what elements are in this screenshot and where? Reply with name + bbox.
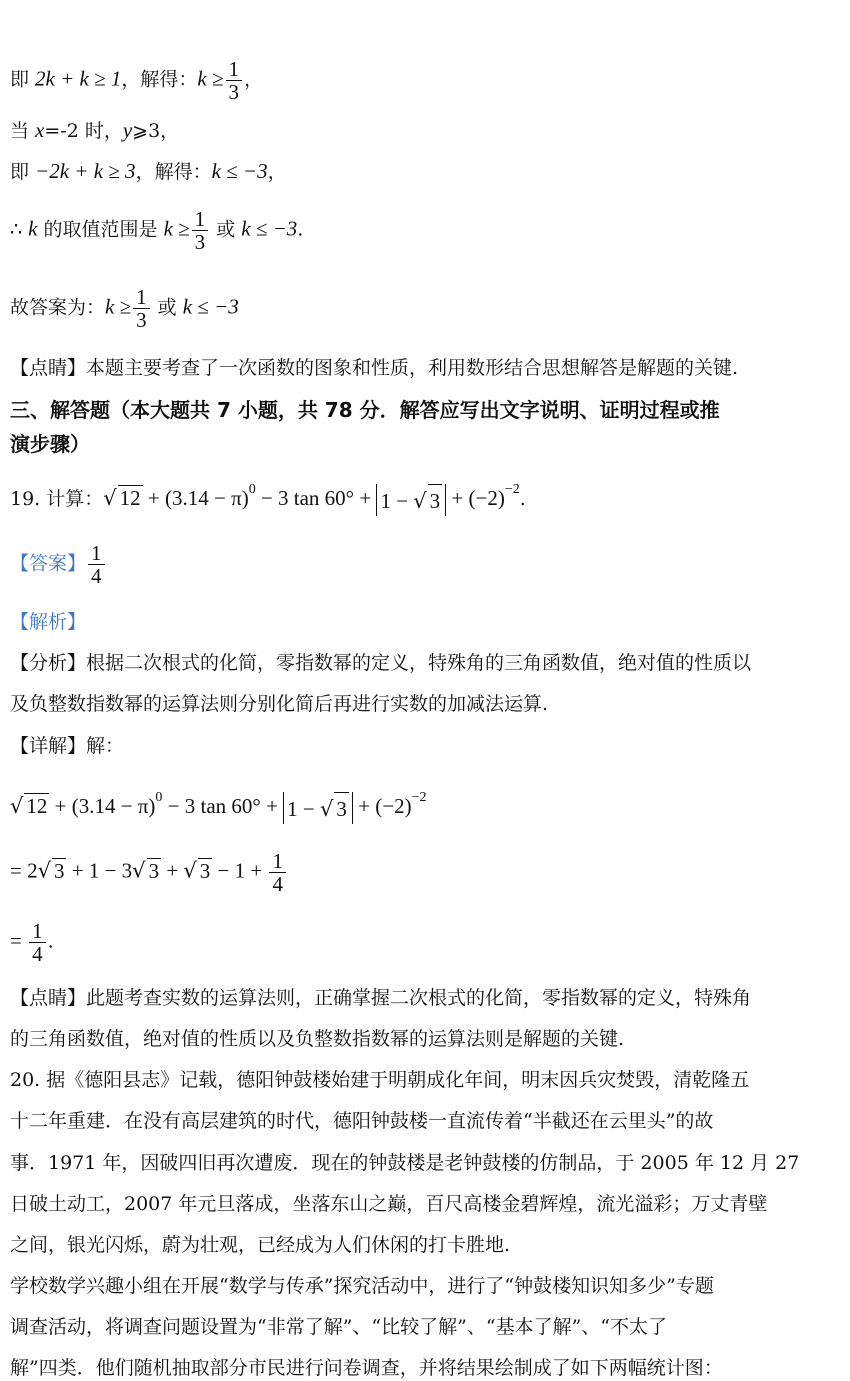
- text: ，: [267, 161, 287, 183]
- math-expression: +: [161, 858, 184, 883]
- fraction-denominator: 3: [228, 80, 240, 104]
- math-expression: k ≤ −3: [211, 159, 268, 183]
- math-expression: k ≤ −3: [182, 294, 239, 319]
- sqrt-symbol: √: [10, 794, 24, 818]
- radicand: 3: [199, 858, 211, 883]
- sqrt-symbol: √: [413, 489, 427, 513]
- radicand: 12: [119, 486, 141, 510]
- text: ，: [244, 68, 264, 91]
- radicand: 3: [428, 484, 443, 517]
- text: 解”四类．他们随机抽取部分市民进行问卷调查，并将结果绘制成了如下两幅统计图：: [10, 1357, 723, 1379]
- solution-line-2: [10, 118, 179, 143]
- sqrt-symbol: √: [320, 797, 334, 821]
- answer-line: [10, 542, 107, 587]
- section-title: [10, 398, 720, 422]
- fraction-denominator: 4: [32, 942, 43, 966]
- fraction: [226, 58, 243, 103]
- exponent: 0: [155, 790, 163, 805]
- math-expression: + (3.14 − π): [49, 794, 156, 818]
- text: 的取值范围是: [37, 218, 164, 241]
- absolute-value: [376, 484, 446, 516]
- fraction: [133, 286, 150, 331]
- exponent: −2: [411, 790, 427, 805]
- fraction: [29, 920, 46, 965]
- text: 【解析】: [10, 611, 87, 633]
- radicand: 12: [26, 794, 48, 818]
- text: ⩾3，: [132, 120, 180, 142]
- solution-step-2: [10, 850, 288, 895]
- text: ，解得：: [121, 68, 198, 91]
- text: 之间，银光闪烁，蔚为壮观，已经成为人们休闲的打卡胜地.: [10, 1234, 511, 1256]
- dianjing-paragraph-2-cont: [10, 1027, 624, 1051]
- solution-line-4: [10, 208, 303, 253]
- math-variable: x: [35, 118, 45, 142]
- solution-step-3: [10, 920, 54, 965]
- fraction-denominator: 4: [91, 564, 102, 588]
- fraction-denominator: 4: [272, 872, 283, 896]
- analysis-label: [10, 610, 86, 634]
- fraction: [88, 542, 105, 587]
- fraction: [192, 208, 209, 253]
- text: 20. 据《德阳县志》记载，德阳钟鼓楼始建于明朝成化年间，明末因兵灾焚毁，清乾隆五: [10, 1069, 750, 1091]
- text: 即: [10, 68, 36, 91]
- text: =-2 时，: [44, 120, 123, 142]
- text: 【点睛】此题考查实数的运算法则，正确掌握二次根式的化简，零指数幂的定义，特殊角: [10, 987, 752, 1009]
- fraction-denominator: 3: [136, 308, 147, 332]
- text: 三、解答题（本大题共 7 小题，共 78 分．解答应写出文字说明、证明过程或推: [10, 398, 720, 422]
- text: 十二年重建．在没有高层建筑的时代，德阳钟鼓楼一直流传着“半截还在云里头”的故: [10, 1110, 714, 1132]
- question-label: 19. 计算：: [10, 488, 104, 510]
- radicand: 3: [148, 858, 160, 883]
- sqrt-symbol: √: [183, 858, 197, 883]
- sqrt-symbol: √: [103, 486, 117, 510]
- math-expression: − 3 tan 60° +: [255, 486, 377, 510]
- text: .: [47, 930, 54, 953]
- text: 的三角函数值，绝对值的性质以及负整数指数幂的运算法则是解题的关键.: [10, 1028, 625, 1050]
- text: ，解得：: [135, 161, 212, 183]
- math-expression: + (3.14 − π): [142, 486, 249, 510]
- fraction-denominator: 3: [194, 230, 206, 254]
- text: 【分析】根据二次根式的化简，零指数幂的定义，特殊角的三角函数值，绝对值的性质以: [10, 652, 752, 674]
- solution-line-3: [10, 159, 287, 184]
- text: 或: [151, 296, 183, 319]
- fenxi-paragraph: [10, 651, 751, 675]
- math-expression: k ≤ −3: [241, 216, 298, 241]
- math-expression: + (−2): [446, 486, 505, 510]
- radicand: 3: [53, 858, 65, 883]
- question-20-line-5: [10, 1233, 510, 1257]
- math-expression: + 1 − 3: [66, 858, 133, 883]
- question-20-line-8: [10, 1356, 723, 1380]
- absolute-value: [283, 792, 353, 824]
- math-expression: 1 −: [287, 797, 321, 821]
- math-variable: y: [122, 118, 133, 142]
- question-19: [10, 478, 526, 516]
- text: 故答案为：: [10, 296, 106, 319]
- answer-label: 【答案】: [10, 552, 87, 575]
- fraction-numerator: 1: [192, 208, 209, 231]
- fraction-numerator: 1: [133, 286, 150, 309]
- answer-summary-line: [10, 286, 239, 331]
- xiangjie-label: [10, 734, 124, 758]
- question-20-line-2: [10, 1109, 713, 1133]
- text: 当: [10, 120, 36, 142]
- text: 即: [10, 161, 36, 183]
- fraction-numerator: 1: [29, 920, 46, 943]
- math-expression: − 3 tan 60° +: [162, 794, 284, 818]
- question-20-line-3: [10, 1151, 799, 1175]
- question-20-line-7: [10, 1315, 667, 1339]
- dianjing-paragraph: [10, 356, 738, 380]
- therefore-symbol: ∴: [10, 218, 29, 241]
- dianjing-paragraph-2: [10, 986, 751, 1010]
- math-expression: −2k + k ≥ 3: [35, 159, 136, 183]
- fraction-numerator: 1: [269, 850, 286, 873]
- section-title-cont: [10, 432, 90, 456]
- math-expression: 2k + k ≥ 1: [35, 66, 122, 91]
- math-expression: k ≥: [163, 216, 190, 241]
- exponent: 0: [248, 482, 256, 497]
- math-expression: = 2: [10, 858, 38, 883]
- text: 或: [210, 218, 242, 241]
- text: 【点睛】本题主要考查了一次函数的图象和性质，利用数形结合思想解答是解题的关键.: [10, 357, 739, 379]
- solution-step-1: [10, 786, 427, 824]
- text: 调查活动，将调查问题设置为“非常了解”、“比较了解”、“基本了解”、“不太了: [10, 1316, 667, 1338]
- text: 及负整数指数幂的运算法则分别化简后再进行实数的加减法运算.: [10, 693, 549, 715]
- question-20-line-1: [10, 1068, 749, 1092]
- math-expression: =: [10, 928, 28, 953]
- exponent: −2: [504, 482, 520, 497]
- fenxi-paragraph-cont: [10, 692, 548, 716]
- text: 日破土动工，2007 年元旦落成，坐落东山之巅，百尺高楼金碧辉煌，流光溢彩；万丈青壁: [10, 1193, 768, 1215]
- fraction-numerator: 1: [88, 542, 105, 565]
- text: .: [519, 488, 526, 510]
- math-expression: + (−2): [352, 794, 412, 818]
- math-expression: k ≥: [105, 294, 132, 319]
- math-expression: k ≥: [197, 66, 224, 91]
- sqrt-symbol: √: [132, 858, 146, 883]
- math-expression: − 1 +: [212, 858, 268, 883]
- solution-line-1: [10, 58, 263, 103]
- text: 事．1971 年，因破四旧再次遭废．现在的钟鼓楼是老钟鼓楼的仿制品，于 2005 年 12 月 27: [10, 1152, 800, 1174]
- math-expression: 1 −: [380, 489, 414, 513]
- fraction-numerator: 1: [226, 58, 243, 81]
- question-20-line-6: [10, 1274, 714, 1298]
- radicand: 3: [334, 792, 349, 825]
- text: .: [297, 218, 304, 241]
- text: 【详解】解：: [10, 735, 125, 757]
- math-variable: k: [28, 216, 38, 241]
- text: 学校数学兴趣小组在开展“数学与传承”探究活动中，进行了“钟鼓楼知识知多少”专题: [10, 1275, 714, 1297]
- fraction: [269, 850, 286, 895]
- text: 演步骤）: [10, 432, 90, 456]
- question-20-line-4: [10, 1192, 767, 1216]
- sqrt-symbol: √: [37, 858, 51, 883]
